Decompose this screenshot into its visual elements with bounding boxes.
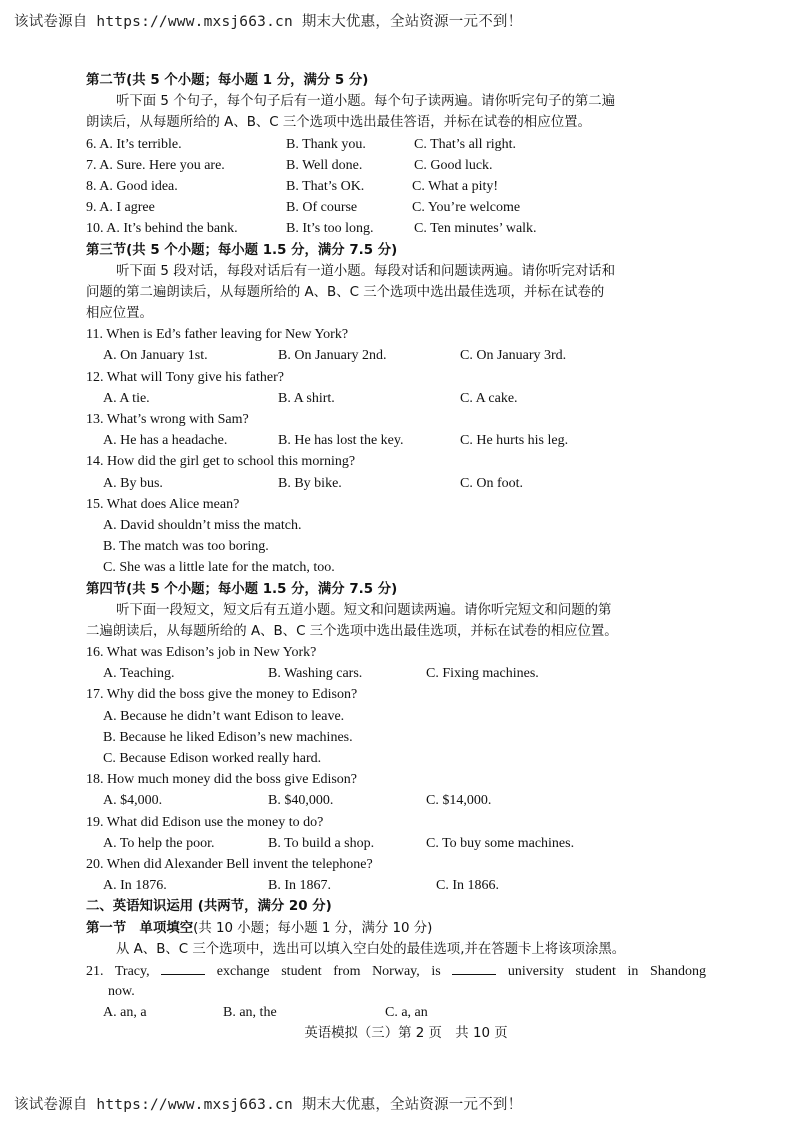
option-b: B. In 1867. bbox=[268, 878, 331, 894]
option-b: B. It’s too long. bbox=[286, 221, 374, 237]
question-21-part-3: university student in Shandong bbox=[507, 963, 706, 979]
option-a: A. Teaching. bbox=[103, 666, 175, 682]
option-c: C. To buy some machines. bbox=[426, 835, 575, 851]
question-20: 20. When did Alexander Bell invent the telephone? bbox=[86, 856, 373, 872]
option-c: C. Fixing machines. bbox=[426, 666, 539, 682]
question-21 bbox=[86, 960, 706, 981]
page-footer: 英语模拟（三）第 2 页 共 10 页 bbox=[304, 1026, 508, 1042]
section-4-heading: 第四节(共 5 个小题；每小题 1.5 分，满分 7.5 分) bbox=[86, 581, 398, 597]
section-2-heading: 第二节(共 5 个小题；每小题 1 分，满分 5 分) bbox=[86, 73, 369, 88]
section-1-note: (共 10 小题；每小题 1 分，满分 10 分) bbox=[193, 920, 433, 936]
question-16: 16. What was Edison’s job in New York? bbox=[86, 645, 317, 661]
section-4-instruction-1: 听下面一段短文，短文后有五道小题。短文和问题读两遍。请你听完短文和问题的第 bbox=[116, 602, 612, 618]
section-3-instruction-1: 听下面 5 段对话，每段对话后有一道小题。每段对话和问题读两遍。请你听完对话和 bbox=[116, 263, 616, 279]
option-c: C. In 1866. bbox=[436, 878, 499, 894]
question-21-continuation: now. bbox=[108, 984, 135, 1000]
option-a: A. Because he didn’t want Edison to leave. bbox=[103, 708, 345, 724]
question-row bbox=[86, 176, 706, 197]
option-b: B. Of course bbox=[286, 200, 358, 216]
option-c: C. He hurts his leg. bbox=[460, 433, 569, 449]
question-19: 19. What did Edison use the money to do? bbox=[86, 814, 324, 830]
option-a: A. an, a bbox=[103, 1005, 147, 1021]
question-11-options bbox=[86, 345, 706, 366]
question-12: 12. What will Tony give his father? bbox=[86, 369, 284, 385]
section-4-instruction-2: 二遍朗读后，从每题所给的 A、B、C 三个选项中选出最佳选项，并标在试卷的相应位置。 bbox=[86, 623, 618, 639]
question-21-options bbox=[86, 1002, 706, 1023]
option-a: A. He has a headache. bbox=[103, 433, 228, 449]
option-b: B. That’s OK. bbox=[286, 178, 365, 194]
option-a: A. To help the poor. bbox=[103, 835, 215, 851]
option-b: B. Well done. bbox=[286, 157, 363, 173]
section-3-instruction-3: 相应位置。 bbox=[86, 306, 153, 322]
question-17: 17. Why did the boss give the money to Edison? bbox=[86, 687, 358, 703]
question-row bbox=[86, 197, 706, 218]
option-c: C. That’s all right. bbox=[414, 136, 517, 152]
question-row bbox=[86, 218, 706, 239]
option-a: A. A tie. bbox=[103, 390, 150, 406]
source-banner-bottom: 该试卷源自 https://www.mxsj663.cn 期末大优惠，全站资源一元不到！ bbox=[14, 1097, 523, 1113]
question-11: 11. When is Ed’s father leaving for New York? bbox=[86, 327, 349, 343]
option-b: B. On January 2nd. bbox=[278, 348, 387, 364]
option-b: B. an, the bbox=[223, 1005, 277, 1021]
answer-blank-2 bbox=[452, 960, 496, 975]
option-b: B. Because he liked Edison’s new machines. bbox=[103, 729, 353, 745]
question-12-options bbox=[86, 388, 706, 409]
option-c: C. What a pity! bbox=[412, 178, 499, 194]
answer-blank-1 bbox=[161, 960, 205, 975]
question-16-options bbox=[86, 663, 706, 684]
option-b: B. $40,000. bbox=[268, 793, 334, 809]
option-a: A. On January 1st. bbox=[103, 348, 208, 364]
option-c: C. Good luck. bbox=[414, 157, 493, 173]
option-b: B. A shirt. bbox=[278, 390, 335, 406]
question-15: 15. What does Alice mean? bbox=[86, 496, 240, 512]
source-banner-top: 该试卷源自 https://www.mxsj663.cn 期末大优惠，全站资源一元不到！ bbox=[14, 14, 523, 30]
question-18: 18. How much money did the boss give Edison? bbox=[86, 772, 358, 788]
option-a: 9. A. I agree bbox=[86, 200, 155, 216]
section-3-instruction-2: 问题的第二遍朗读后，从每题所给的 A、B、C 三个选项中选出最佳选项，并标在试卷的 bbox=[86, 284, 605, 300]
question-21-part-2: exchange student from Norway, is bbox=[216, 963, 441, 979]
option-a: 6. A. It’s terrible. bbox=[86, 136, 182, 152]
question-row bbox=[86, 134, 706, 155]
option-a: 7. A. Sure. Here you are. bbox=[86, 157, 225, 173]
exam-page bbox=[86, 70, 706, 1045]
option-c: C. On foot. bbox=[460, 475, 523, 491]
option-b: B. The match was too boring. bbox=[103, 539, 269, 555]
option-a: A. David shouldn’t miss the match. bbox=[103, 517, 302, 533]
option-b: B. He has lost the key. bbox=[278, 433, 404, 449]
option-b: B. Washing cars. bbox=[268, 666, 363, 682]
question-21-part-1: 21. Tracy, bbox=[86, 963, 150, 979]
option-c: C. You’re welcome bbox=[412, 200, 521, 216]
option-a: 10. A. It’s behind the bank. bbox=[86, 221, 238, 237]
option-c: C. Because Edison worked really hard. bbox=[103, 751, 322, 766]
option-a: 8. A. Good idea. bbox=[86, 178, 178, 194]
option-c: C. a, an bbox=[385, 1005, 428, 1021]
option-a: A. By bus. bbox=[103, 475, 163, 491]
option-b: B. By bike. bbox=[278, 475, 342, 491]
part-2-section-1-heading bbox=[86, 918, 706, 939]
option-c: C. A cake. bbox=[460, 390, 518, 406]
option-b: B. Thank you. bbox=[286, 136, 366, 152]
question-18-options bbox=[86, 790, 706, 811]
option-c: C. $14,000. bbox=[426, 793, 492, 809]
option-c: C. Ten minutes’ walk. bbox=[414, 221, 537, 237]
option-b: B. To build a shop. bbox=[268, 835, 375, 851]
option-a: A. In 1876. bbox=[103, 878, 167, 894]
option-a: A. $4,000. bbox=[103, 793, 163, 809]
section-2-instruction-2: 朗读后，从每题所给的 A、B、C 三个选项中选出最佳答语，并标在试卷的相应位置。 bbox=[86, 115, 591, 131]
question-14-options bbox=[86, 473, 706, 494]
question-row bbox=[86, 155, 706, 176]
question-13: 13. What’s wrong with Sam? bbox=[86, 412, 249, 427]
part-2-heading: 二、英语知识运用 (共两节，满分 20 分) bbox=[86, 899, 332, 915]
question-13-options bbox=[86, 430, 706, 451]
option-c: C. She was a little late for the match, too. bbox=[103, 560, 335, 576]
section-3-heading: 第三节(共 5 个小题；每小题 1.5 分，满分 7.5 分) bbox=[86, 242, 398, 258]
question-14: 14. How did the girl get to school this morning? bbox=[86, 454, 356, 470]
question-19-options bbox=[86, 833, 706, 854]
section-1-title: 第一节 单项填空 bbox=[86, 920, 194, 936]
option-c: C. On January 3rd. bbox=[460, 348, 567, 364]
part-2-instruction: 从 A、B、C 三个选项中，选出可以填入空白处的最佳选项,并在答题卡上将该项涂黑。 bbox=[116, 941, 626, 957]
section-2-instruction-1: 听下面 5 个句子，每个句子后有一道小题。每个句子读两遍。请你听完句子的第二遍 bbox=[116, 94, 616, 110]
question-20-options bbox=[86, 875, 706, 896]
